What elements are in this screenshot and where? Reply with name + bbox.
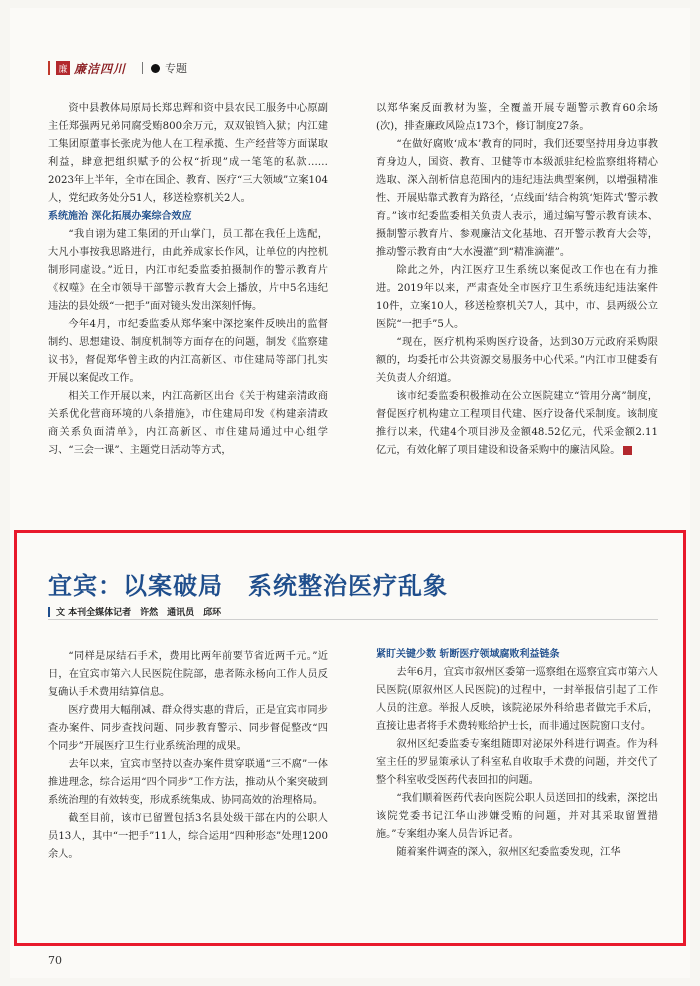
paragraph: 截至目前，该市已留置包括3名县处级干部在内的公职人员13人，其中“一把手”11人，综合运用“四种形态”处理1200余人。: [48, 813, 328, 860]
paragraph: “在做好腐败‘成本’教育的同时，我们还要坚持用身边事教育身边人，国资、教育、卫健等市本级派驻纪检监察组将精心选取、深入剖析信息范围内的违纪违法典型案例，以增强精准性、开展贴靠式教育为路径，‘点线面’结合构筑‘矩阵式’警示教育。”该市纪委监委相关负责人表示，通过编写警示教育读本、摄制警示教育片、参观廉洁文化基地、召开警示教育大会等，推动警示教育由“大水漫灌”到“精准滴灌”。: [376, 139, 658, 258]
paragraph: 资中县教体局原局长郑忠辉和资中县农民工服务中心原副主任郑强两兄弟同腐受贿800余万元，双双锒铛入狱；内江建工集团原董事长张虎为他人在工程承揽、生产经营等方面谋取利益，肆意把组织赋予的公权“折现”成一笔笔的私款……2023年上半年，全市在国企、教育、医疗“三大领域”立案104人，党纪政务处分51人，移送检察机关2人。: [48, 103, 328, 204]
page-number: 70: [48, 954, 62, 967]
byline-bar: [48, 607, 50, 617]
paragraph: 以郑华案反面教材为鉴，全覆盖开展专题警示教育60余场(次)，排查廉政风险点173个，修订制度27条。: [376, 103, 658, 132]
article-title: 宜宾：以案破局 系统整治医疗乱象: [48, 572, 448, 600]
header-separator: [142, 62, 143, 74]
section-dot-icon: [151, 64, 160, 73]
paragraph: “我自诩为建工集团的开山掌门，员工都在我任上选配，大凡小事按我思路进行，由此养成家长作风，让单位的内控机制形同虚设。”近日，内江市纪委监委拍摄制作的警示教育片《权噬》在全市领导干部警示教育大会上播放，片中5名违纪违法的县处级“一把手”面对镜头发出深刻忏悔。: [48, 229, 328, 312]
section-label: 专题: [165, 62, 188, 75]
top-left-column: [48, 100, 328, 460]
page-header: [48, 58, 187, 78]
section-subhead: 系统施治 深化拓展办案综合效应: [48, 211, 192, 222]
paragraph: “现在，医疗机构采购医疗设备，达到30万元政府采购限额的，均委托市公共资源交易服务中心代采。”内江市卫健委有关负责人介绍道。: [376, 337, 658, 384]
article-right-column: [376, 646, 658, 862]
divider: [48, 619, 658, 620]
paragraph: 除此之外，内江医疗卫生系统以案促改工作也在有力推进。2019年以来，严肃查处全市医疗卫生系统违纪违法案件10件，立案10人，移送检察机关7人，其中，市、县两级公立医院“一把手”5人。: [376, 265, 658, 330]
magazine-logo-icon: 廉: [56, 61, 70, 75]
paragraph: [376, 388, 658, 460]
paragraph: 去年以来，宜宾市坚持以查办案件贯穿联通“三不腐”一体推进理念，综合运用“四个同步”工作方法，推动从个案突破到系统治理的有效转变，形成系统集成、协同高效的治理格局。: [48, 759, 328, 806]
paragraph: 去年6月，宜宾市叙州区委第一巡察组在巡察宜宾市第六人民医院(原叙州区人民医院)的过程中，一封举报信引起了工作人员的注意。举报人反映，该院泌尿外科给患者做完手术后，直接让患者将手术费转账给护士长，而非通过医院窗口支付。: [376, 667, 658, 732]
article-left-column: [48, 648, 328, 864]
section-subhead: 紧盯关键少数 斩断医疗领域腐败利益链条: [376, 649, 560, 660]
magazine-logo-text: 廉洁四川: [74, 61, 127, 76]
paragraph-text: 该市纪委监委积极推动在公立医院建立“管用分离”制度，督促医疗机构建立工程项目代建、医疗设备代采制度。该制度推行以来，代建4个项目涉及金额48.52亿元，代采金额2.11亿元，有效化解了项目建设和设备采购中的廉洁风险。: [376, 391, 658, 456]
paragraph: 叙州区纪委监委专案组随即对泌尿外科进行调查。作为科室主任的罗显策承认了科室私自收取手术费的问题，并交代了整个科室收受医药代表回扣的问题。: [376, 739, 658, 786]
article-end-icon: [623, 446, 632, 455]
header-bar: [48, 61, 50, 75]
top-right-column: [376, 100, 658, 460]
paragraph: 医疗费用大幅削减、群众得实惠的背后，正是宜宾市同步查办案件、同步查找问题、同步教育警示、同步督促整改“四个同步”开展医疗卫生行业系统治理的成果。: [48, 705, 328, 752]
paragraph: 随着案件调查的深入，叙州区纪委监委发现，江华: [396, 847, 621, 858]
paragraph: “我们顺着医药代表向医院公职人员送回扣的线索，深挖出该院党委书记江华山涉嫌受贿的问题，并对其采取留置措施。”专案组办案人员告诉记者。: [376, 793, 658, 840]
paragraph: 相关工作开展以来，内江高新区出台《关于构建亲清政商关系优化营商环境的八条措施》，市住建局印发《构建亲清政商关系负面清单》，内江高新区、市住建局通过中心组学习、“三会一课”、主题党日活动等方式，: [48, 391, 328, 456]
paragraph: “同样是尿结石手术，费用比两年前要节省近两千元。”近日，在宜宾市第六人民医院住院部，患者陈永杨向工作人员反复确认手术费用结算信息。: [48, 651, 328, 698]
paragraph: 今年4月，市纪委监委从郑华案中深挖案件反映出的监督制约、思想建设、制度机制等方面存在的问题，制发《监察建议书》，督促郑华曾主政的内江高新区、市住建局等部门扎实开展以案促改工作。: [48, 319, 328, 384]
byline-text: 文 本刊全媒体记者 许然 通讯员 邱环: [56, 608, 222, 618]
byline: [48, 605, 221, 618]
